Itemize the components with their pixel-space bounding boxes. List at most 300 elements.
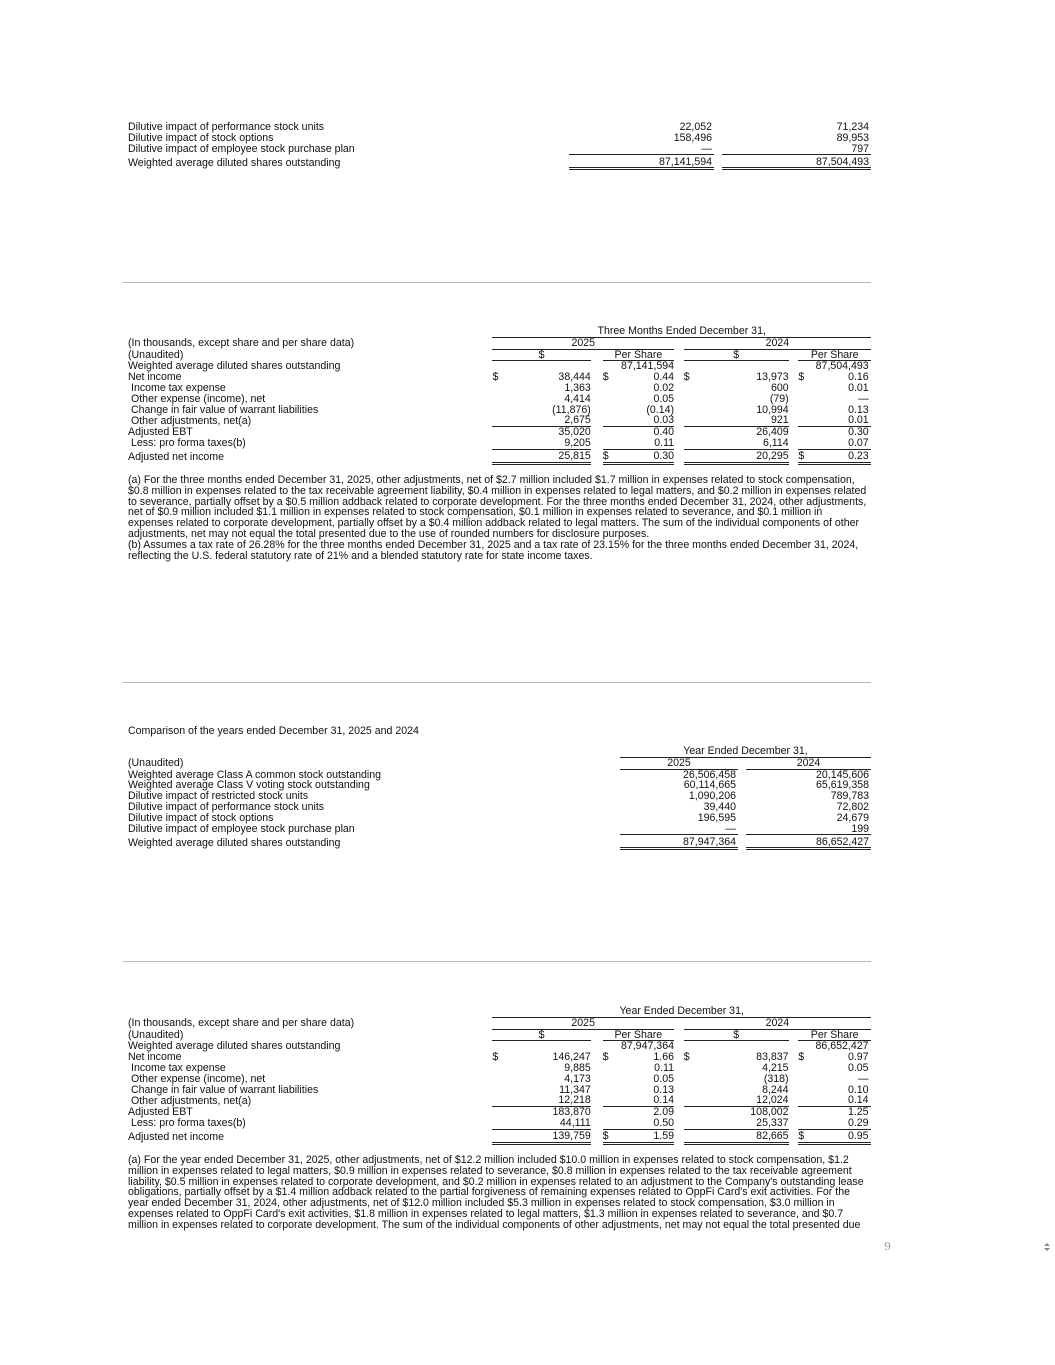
row-label: Other adjustments, net(a) (131, 414, 252, 427)
currency-symbol (492, 1118, 505, 1129)
spacer (591, 449, 603, 463)
row-label: Income tax expense (131, 1061, 226, 1074)
table-row (128, 1095, 871, 1106)
amount-2025: 2,675 (505, 415, 590, 426)
currency-symbol (603, 1118, 616, 1129)
currency-symbol (603, 1085, 616, 1096)
currency-symbol (684, 1107, 697, 1118)
per-share-2025: 0.14 (616, 1095, 674, 1106)
value-2025: 196,595 (697, 811, 736, 824)
spacer (789, 1129, 799, 1143)
amount-2024: 108,002 (750, 1106, 789, 1119)
currency-symbol (492, 1095, 505, 1106)
currency-symbol (492, 394, 505, 405)
row-label: Weighted average diluted shares outstanding (128, 837, 341, 850)
value-2025: 22,052 (679, 121, 712, 133)
spacer (591, 415, 603, 426)
row-label: Net income (128, 371, 182, 384)
currency-symbol (684, 394, 697, 405)
currency-symbol: $ (492, 371, 499, 384)
amount-2025: 11,347 (559, 1083, 591, 1096)
spacer (674, 405, 684, 416)
value-2024: 89,953 (836, 131, 869, 144)
row-label: Less: pro forma taxes(b) (131, 1117, 246, 1130)
currency-symbol (798, 1118, 811, 1129)
currency-symbol (798, 415, 811, 426)
row-label: Other expense (income), net (131, 1072, 266, 1085)
amount-2025: 1,363 (564, 381, 591, 394)
spacer (591, 1129, 603, 1143)
per-share-2024: 0.23 (811, 449, 868, 463)
value-2025: — (620, 824, 738, 835)
spacer (674, 1041, 684, 1052)
amount-2024: 20,295 (697, 449, 789, 463)
spacer (789, 1118, 799, 1129)
amount-2025: 4,414 (564, 392, 591, 405)
row-label: Dilutive impact of performance stock units (128, 121, 325, 133)
value-2024: 20,145,606 (815, 768, 870, 781)
currency-symbol: $ (798, 1051, 805, 1064)
spacer (789, 1052, 799, 1063)
y-caption: (In thousands, except share and per share data) (128, 1017, 355, 1030)
currency-symbol (603, 394, 616, 405)
currency-symbol (798, 1074, 811, 1085)
table-row (128, 1074, 871, 1085)
scroll-arrows-icon[interactable] (1042, 1241, 1052, 1253)
currency-symbol (684, 449, 697, 463)
spacer (714, 133, 722, 144)
currency-symbol: $ (492, 1051, 499, 1064)
amount-2025: 25,815 (505, 449, 590, 463)
per-share-2025: 0.05 (653, 392, 675, 405)
currency-symbol (798, 1095, 811, 1106)
y-col-dollar-2025: $ (492, 1029, 590, 1041)
spacer (591, 1063, 603, 1074)
annual-adjusted-income-section (128, 1006, 871, 1145)
currency-symbol (798, 383, 811, 394)
amount-2025: 146,247 (552, 1051, 591, 1064)
table-row (128, 1052, 871, 1063)
y-year-2024: 2024 (684, 1017, 871, 1029)
spacer (674, 1063, 684, 1074)
currency-symbol (798, 1107, 811, 1118)
currency-symbol (492, 427, 505, 438)
spacer (674, 1107, 684, 1118)
y-col-dollar-2024: $ (684, 1029, 789, 1041)
spacer (591, 1085, 603, 1096)
value-2024: 65,619,358 (815, 779, 870, 792)
currency-symbol (684, 1063, 697, 1074)
spacer (869, 361, 871, 372)
per-share-2025: 0.44 (653, 371, 675, 384)
spacer (869, 372, 871, 383)
currency-symbol (603, 427, 616, 438)
spacer (789, 1107, 799, 1118)
currency-symbol (603, 405, 616, 416)
per-share-2025: 0.05 (653, 1072, 674, 1085)
value-2024: 789,783 (830, 790, 870, 803)
currency-symbol (603, 1074, 616, 1085)
spacer (591, 383, 603, 394)
row-label: Change in fair value of warrant liabilities (131, 403, 319, 416)
q-col-dollar-2025: $ (492, 349, 590, 361)
currency-symbol (684, 405, 697, 416)
spacer (591, 438, 603, 449)
amount-2024: 82,665 (697, 1129, 789, 1143)
currency-symbol: $ (683, 371, 690, 384)
value-2024: 199 (746, 824, 871, 835)
q-unaudited: (Unaudited) (128, 349, 184, 362)
y-unaudited: (Unaudited) (128, 1029, 184, 1042)
row-label: Adjusted EBT (128, 426, 193, 439)
spacer (591, 1052, 603, 1063)
table-row (128, 405, 871, 416)
currency-symbol (492, 415, 505, 426)
currency-symbol (603, 1095, 616, 1106)
q-footnotes (128, 475, 868, 561)
amount-2025: 44,111 (505, 1118, 590, 1129)
top-shares-table-section (128, 122, 871, 170)
section-divider (123, 682, 871, 683)
per-share-2025: 0.11 (654, 1061, 674, 1074)
spacer (714, 122, 722, 133)
currency-symbol: $ (602, 371, 609, 384)
row-label: Change in fair value of warrant liabilities (131, 1083, 319, 1096)
currency-symbol (684, 383, 697, 394)
q-footnote-a: (a) For the three months ended December 31, 2025, other adjustments, net of $2.7 million included $1.7 million in expenses related to stock compensation, $0.8 million in expenses related to the tax receivable agreement liability, $0.4 million in expenses related to legal matters, and $0.2 million in expenses related to severance, partially offset by a $0.5 million addback related to corporate development. For the three months ended December 31, 2024, other adjustments, net of $0.9 million included $1.1 million in expenses related to stock compensation, $0.1 million in expenses related to severance, and $0.1 million in expenses related to corporate development, partially offset by a $0.4 million addback related to legal matters. The sum of the individual components of other adjustments, net may not equal the total presented due to the use of rounded numbers for disclosure purposes. (128, 474, 867, 540)
amount-2024: (318) (763, 1072, 789, 1085)
section-divider (123, 282, 871, 283)
row-label: Weighted average diluted shares outstanding (128, 1040, 341, 1053)
value-2025: 60,114,665 (683, 779, 736, 792)
per-share-2024: 0.14 (811, 1095, 868, 1106)
spacer (789, 427, 799, 438)
spacer (789, 1074, 799, 1085)
currency-symbol: $ (603, 1129, 616, 1143)
table-row (128, 144, 871, 155)
spacer (738, 769, 746, 780)
currency-symbol (492, 1107, 505, 1118)
amount-2024: 4,215 (762, 1061, 789, 1074)
amount-2024: 26,409 (756, 426, 789, 439)
spacer (789, 449, 799, 463)
spacer (738, 835, 746, 849)
row-label: Weighted average diluted shares outstanding (128, 157, 341, 170)
q-col-per-share-2025: Per Share (603, 349, 674, 361)
spacer (591, 1074, 603, 1085)
spacer (869, 427, 871, 438)
row-label: Dilutive impact of stock options (128, 811, 274, 824)
per-share-2024: 0.10 (847, 1083, 869, 1096)
per-share-2024: — (858, 392, 869, 405)
currency-symbol: $ (603, 449, 616, 463)
row-label: Other expense (income), net (131, 392, 266, 405)
value-2024: 797 (722, 144, 871, 155)
currency-symbol (603, 438, 616, 449)
table-row (128, 427, 871, 438)
currency-symbol (798, 438, 811, 449)
spacer (591, 1118, 603, 1129)
per-share-2025: 0.03 (616, 415, 674, 426)
currency-symbol (798, 394, 811, 405)
currency-symbol (492, 1063, 505, 1074)
q-year-2024: 2024 (684, 337, 871, 349)
currency-symbol (492, 1129, 505, 1143)
spacer (738, 780, 746, 791)
currency-symbol (684, 1095, 697, 1106)
value-2025: 87,947,364 (620, 835, 738, 849)
table-row (128, 813, 871, 824)
q-period-header: Three Months Ended December 31, (492, 326, 871, 337)
amount-2025: (11,876) (552, 403, 591, 416)
y-footnote-a: (a) For the year ended December 31, 2025, other adjustments, net of $12.2 million included $10.0 million in expenses related to stock compensation, $1.2 million in expenses related to legal matters, $0.9 million in expenses related to severance, $0.8 million in expenses related to the tax receivable agreement liability, $0.5 million in expenses related to corporate development, and $0.2 million in expenses related to an adjustment to the Company's outstanding lease obligations, partially offset by a $1.4 million addback related to the partial forgiveness of remaining expenses related to OppFi Card's exit activities. For the year ended December 31, 2024, other adjustments, net of $12.0 million included $5.3 million in expenses related to stock compensation, $3.0 million in expenses related to OppFi Card's exit activities, $1.8 million in expenses related to legal matters, $1.3 million in expenses related to severance, and $0.7 million in expenses related to corporate development. The sum of the individual components of other adjustments, net may not equal the total presented due (128, 1154, 864, 1231)
spacer (789, 1095, 799, 1106)
amount-2024: 921 (697, 415, 789, 426)
annual-shares-section (128, 746, 871, 850)
per-share-2025: 0.11 (616, 438, 674, 449)
per-share-2025: 0.02 (653, 381, 675, 394)
q-col-per-share-2024: Per Share (798, 349, 871, 361)
per-share-2024: 0.95 (811, 1129, 868, 1143)
table-row (128, 155, 871, 169)
amount-2024: (79) (769, 392, 789, 405)
row-label: Weighted average diluted shares outstanding (128, 360, 341, 373)
spacer (789, 1085, 799, 1096)
row-label: Weighted average Class A common stock outstanding (128, 768, 382, 781)
q-footnote-b: (b) Assumes a tax rate of 26.28% for the three months ended December 31, 2025 and a tax rate of 23.15% for the three months ended December 31, 2024, reflecting the U.S. federal statutory rate of 21% and a blended statutory rate for state income taxes. (128, 538, 859, 562)
row-label: Adjusted net income (128, 451, 224, 464)
spacer (869, 449, 871, 463)
spacer (869, 405, 871, 416)
quarterly-adjusted-income-section (128, 326, 871, 465)
amount-2025: 9,205 (505, 438, 590, 449)
section-divider (123, 961, 871, 962)
amount-2025: 9,885 (564, 1061, 591, 1074)
comparison-year-2025: 2025 (620, 757, 738, 769)
row-label: Adjusted net income (128, 1131, 224, 1144)
currency-symbol (798, 405, 811, 416)
spacer (674, 449, 684, 463)
row-label: Other adjustments, net(a) (131, 1094, 252, 1107)
spacer (674, 394, 684, 405)
row-label: Income tax expense (131, 381, 226, 394)
amount-2024: 83,837 (756, 1051, 789, 1064)
per-share-2025: 2.09 (653, 1106, 674, 1119)
per-share-2024: 0.29 (811, 1118, 868, 1129)
per-share-2025: 1.66 (653, 1051, 674, 1064)
per-share-2024: 0.01 (811, 415, 868, 426)
per-share-2024: 0.16 (848, 371, 869, 384)
amount-2024: 600 (771, 381, 789, 394)
table-row (128, 415, 871, 426)
amount-2025: 35,020 (558, 426, 591, 439)
top-shares-table (128, 122, 871, 170)
currency-symbol: $ (683, 1051, 690, 1064)
currency-symbol (603, 1107, 616, 1118)
spacer (789, 1041, 799, 1052)
spacer (738, 813, 746, 824)
per-share-2025: 87,947,364 (620, 1040, 674, 1053)
table-row (128, 438, 871, 449)
spacer (674, 1118, 684, 1129)
per-share-2024: 0.01 (848, 381, 869, 394)
spacer (789, 405, 799, 416)
spacer (869, 383, 871, 394)
per-share-2025: (0.14) (646, 403, 675, 416)
q-year-2025: 2025 (492, 337, 674, 349)
spacer (789, 415, 799, 426)
amount-2024: 6,114 (697, 438, 789, 449)
currency-symbol (603, 415, 616, 426)
value-2024: 24,679 (836, 811, 870, 824)
amount-2025: 12,218 (505, 1095, 590, 1106)
spacer (789, 394, 799, 405)
spacer (674, 1052, 684, 1063)
currency-symbol (684, 1118, 697, 1129)
y-year-2025: 2025 (492, 1017, 674, 1029)
row-label: Dilutive impact of employee stock purchase plan (128, 823, 355, 836)
spacer (714, 144, 722, 155)
y-period-header: Year Ended December 31, (492, 1006, 871, 1017)
value-2024: 72,802 (836, 800, 870, 813)
table-row (128, 133, 871, 144)
spacer (591, 394, 603, 405)
value-2025: 158,496 (673, 131, 712, 144)
spacer (674, 1095, 684, 1106)
table-row (128, 372, 871, 383)
currency-symbol (492, 405, 505, 416)
spacer (674, 415, 684, 426)
spacer (738, 824, 746, 835)
comparison-caption: Comparison of the years ended December 31, 2025 and 2024 (128, 725, 419, 737)
row-label: Less: pro forma taxes(b) (131, 437, 246, 450)
amount-2025: 139,759 (505, 1129, 590, 1143)
row-label: Net income (128, 1051, 182, 1064)
currency-symbol (684, 415, 697, 426)
comparison-period-header: Year Ended December 31, (620, 746, 871, 757)
q-caption: (In thousands, except share and per share data) (128, 337, 355, 350)
spacer (591, 1095, 603, 1106)
per-share-2024: 86,652,427 (815, 1040, 869, 1053)
spacer (674, 372, 684, 383)
per-share-2025: 0.13 (653, 1083, 674, 1096)
page-number: 9 (884, 1240, 891, 1253)
value-2025: 87,141,594 (569, 155, 714, 169)
spacer (789, 438, 799, 449)
amount-2024: 25,337 (697, 1118, 789, 1129)
spacer (674, 383, 684, 394)
currency-symbol (684, 1129, 697, 1143)
currency-symbol (492, 1085, 505, 1096)
y-footnotes (128, 1155, 868, 1231)
value-2024: 86,652,427 (746, 835, 871, 849)
currency-symbol: $ (602, 1051, 609, 1064)
amount-2024: 13,973 (756, 371, 789, 384)
currency-symbol (684, 438, 697, 449)
spacer (738, 802, 746, 813)
table-row (128, 1118, 871, 1129)
spacer (789, 372, 799, 383)
amount-2025: 4,173 (564, 1072, 591, 1085)
row-label: Dilutive impact of employee stock purchase plan (128, 143, 355, 156)
currency-symbol (603, 1063, 616, 1074)
spacer (789, 1063, 799, 1074)
value-2025: 26,506,458 (682, 768, 736, 781)
per-share-2024: 0.05 (847, 1061, 869, 1074)
per-share-2024: 0.13 (848, 403, 869, 416)
currency-symbol: $ (798, 371, 805, 384)
spacer (714, 155, 722, 169)
per-share-2024: 0.97 (847, 1051, 869, 1064)
per-share-2025: 0.50 (616, 1118, 674, 1129)
value-2025: — (569, 144, 714, 155)
spacer (674, 1074, 684, 1085)
per-share-2025: 1.59 (616, 1129, 674, 1143)
row-label: Dilutive impact of restricted stock units (128, 790, 309, 803)
annual-shares-table (128, 746, 871, 850)
currency-symbol (684, 1074, 697, 1085)
table-row (128, 394, 871, 405)
annual-adjusted-income-table (128, 1006, 871, 1145)
amount-2025: 38,444 (558, 371, 591, 384)
amount-2024: 10,994 (756, 403, 789, 416)
row-label: Weighted average Class V voting stock outstanding (128, 779, 370, 792)
currency-symbol (684, 427, 697, 438)
row-label: Adjusted EBT (128, 1106, 193, 1119)
row-label: Dilutive impact of stock options (128, 131, 274, 144)
spacer (591, 1107, 603, 1118)
y-col-per-share-2024: Per Share (798, 1029, 871, 1041)
quarterly-adjusted-income-table (128, 326, 871, 465)
currency-symbol (492, 383, 505, 394)
currency-symbol (798, 427, 811, 438)
spacer (869, 415, 871, 426)
spacer (674, 361, 684, 372)
spacer (591, 361, 603, 372)
value-2024: 71,234 (836, 121, 869, 133)
currency-symbol (798, 1063, 811, 1074)
spacer (674, 1085, 684, 1096)
currency-symbol (684, 1085, 697, 1096)
amount-2024: 8,244 (762, 1083, 789, 1096)
amount-2025: 183,870 (552, 1106, 591, 1119)
amount-2024: 12,024 (697, 1095, 789, 1106)
per-share-2024: 0.30 (848, 426, 869, 439)
spacer (591, 405, 603, 416)
row-label: Dilutive impact of performance stock units (128, 800, 325, 813)
spacer (738, 791, 746, 802)
spacer (591, 372, 603, 383)
table-row (128, 1129, 871, 1143)
per-share-2025: 0.30 (616, 449, 674, 463)
spacer (591, 1041, 603, 1052)
table-row (128, 449, 871, 463)
spacer (869, 394, 871, 405)
currency-symbol (798, 1085, 811, 1096)
currency-symbol (492, 1074, 505, 1085)
spacer (789, 361, 799, 372)
table-row (128, 835, 871, 849)
currency-symbol: $ (798, 1129, 811, 1143)
currency-symbol (603, 383, 616, 394)
spacer (591, 427, 603, 438)
per-share-2025: 0.40 (653, 426, 675, 439)
currency-symbol (492, 438, 505, 449)
value-2025: 1,090,206 (688, 790, 736, 803)
value-2024: 87,504,493 (722, 155, 871, 169)
y-col-per-share-2025: Per Share (603, 1029, 674, 1041)
table-row (128, 824, 871, 835)
